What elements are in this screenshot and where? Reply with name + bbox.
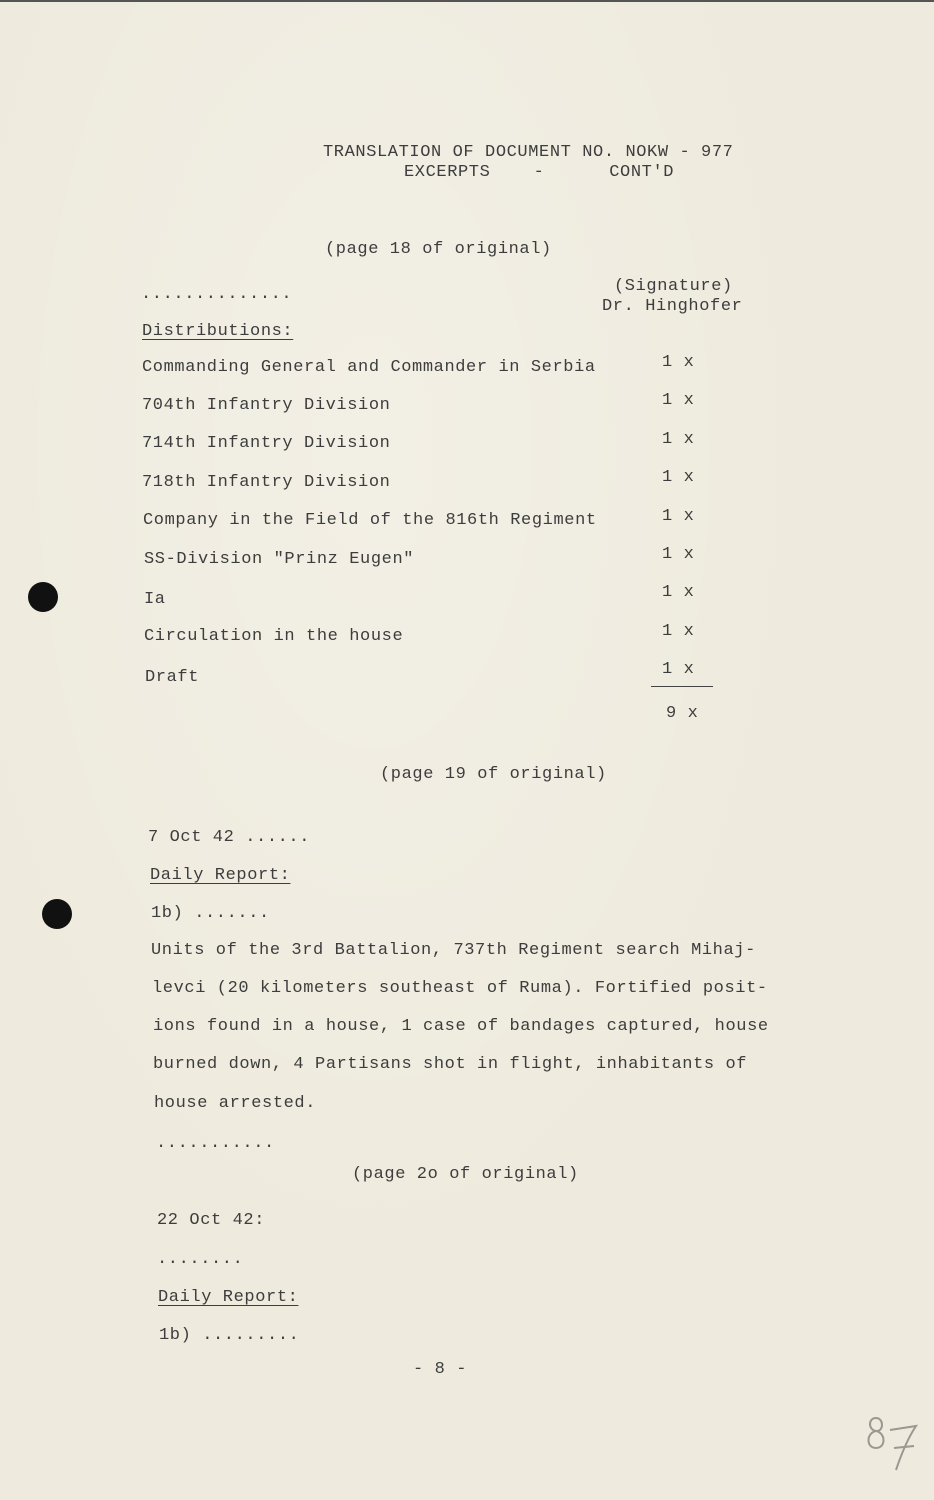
report-body-line: burned down, 4 Partisans shot in flight, inhabitants of [153, 1055, 748, 1074]
ellipsis-dots: ........... [156, 1134, 275, 1153]
report-body-line: ions found in a house, 1 case of bandages captured, house [153, 1017, 769, 1036]
ellipsis-dots: .............. [141, 285, 293, 304]
distribution-item-qty: 1 x [662, 468, 695, 487]
distribution-item-qty: 1 x [662, 545, 695, 564]
distribution-item-name: Company in the Field of the 816th Regiment [143, 511, 597, 530]
page-reference-19: (page 19 of original) [380, 765, 607, 784]
report-date: 22 Oct 42: [157, 1211, 266, 1230]
distribution-item-name: Draft [145, 668, 200, 687]
daily-report-heading: Daily Report: [150, 866, 291, 885]
report-item: 1b) ......... [159, 1326, 300, 1345]
distribution-item-name: 714th Infantry Division [142, 434, 391, 453]
report-date: 7 Oct 42 ...... [148, 828, 311, 847]
punch-hole [28, 582, 58, 612]
page-edge [0, 0, 934, 2]
punch-hole [42, 899, 72, 929]
ellipsis-dots: ........ [157, 1250, 244, 1269]
page-reference-18: (page 18 of original) [325, 240, 552, 259]
distribution-item-qty: 1 x [662, 507, 695, 526]
total-rule [651, 686, 713, 687]
distribution-item-qty: 1 x [662, 583, 695, 602]
distribution-item-qty: 1 x [662, 391, 695, 410]
document-title: TRANSLATION OF DOCUMENT NO. NOKW - 977 [323, 143, 734, 162]
page-number: - 8 - [413, 1360, 468, 1379]
distribution-item-name: SS-Division "Prinz Eugen" [144, 550, 415, 569]
distribution-item-qty: 1 x [662, 353, 695, 372]
report-item: 1b) ....... [151, 904, 270, 923]
document-subtitle: EXCERPTS - CONT'D [404, 163, 675, 182]
distribution-item-name: 704th Infantry Division [142, 396, 391, 415]
signature-label: (Signature) [614, 277, 733, 296]
report-body-line: levci (20 kilometers southeast of Ruma). Fortified posit- [152, 979, 768, 998]
distribution-item-qty: 1 x [662, 660, 695, 679]
distribution-item-qty: 1 x [662, 622, 695, 641]
distribution-item-name: Ia [144, 590, 166, 609]
distribution-item-name: 718th Infantry Division [142, 473, 391, 492]
report-body-line: house arrested. [154, 1094, 317, 1113]
report-body-line: Units of the 3rd Battalion, 737th Regiment search Mihaj- [151, 941, 756, 960]
daily-report-heading: Daily Report: [158, 1288, 299, 1307]
distributions-heading: Distributions: [142, 322, 294, 341]
distribution-item-name: Circulation in the house [144, 627, 404, 646]
handwritten-number-87 [862, 1404, 926, 1474]
distribution-total: 9 x [666, 704, 699, 723]
page-reference-20: (page 2o of original) [352, 1165, 579, 1184]
signature-name: Dr. Hinghofer [602, 297, 743, 316]
distribution-item-name: Commanding General and Commander in Serbia [142, 358, 596, 377]
distribution-item-qty: 1 x [662, 430, 695, 449]
